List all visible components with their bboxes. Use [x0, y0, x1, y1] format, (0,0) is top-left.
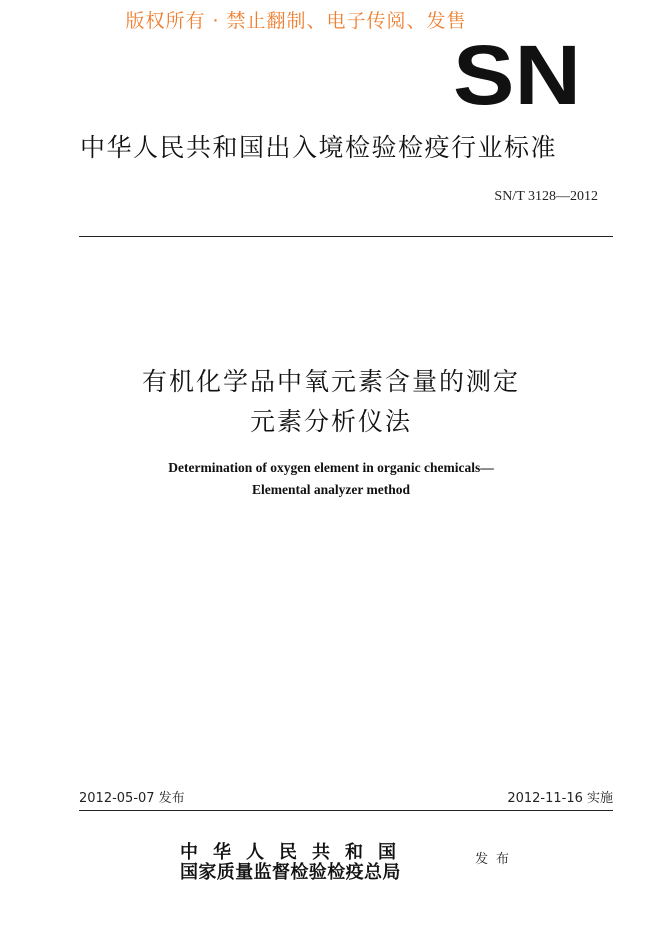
bottom-divider: [79, 810, 613, 811]
title-english-line1: Determination of oxygen element in organic chemicals—: [168, 460, 494, 475]
title-english-line2: Elemental analyzer method: [252, 482, 410, 497]
issue-date: 2012-05-07 发布: [79, 791, 185, 806]
top-divider: [79, 236, 613, 237]
title-chinese-line2: 元素分析仪法: [249, 407, 412, 436]
issuing-authority-title: 中华人民共和国出入境检验检疫行业标准: [80, 133, 558, 162]
issuer-line1: 中华人民共和国: [180, 842, 411, 863]
implementation-date: 2012-11-16 实施: [507, 791, 613, 806]
standard-number: SN/T 3128—2012: [494, 189, 598, 204]
title-chinese-line1: 有机化学品中氧元素含量的测定: [141, 367, 520, 396]
copyright-watermark: 版权所有 · 禁止翻制、电子传阅、发售: [125, 10, 467, 32]
sn-logo-icon: [452, 40, 582, 106]
issuer-line2: 国家质量监督检验检疫总局: [180, 862, 401, 883]
publish-label: 发布: [475, 852, 518, 867]
sn-logo-text: SN: [453, 40, 581, 106]
